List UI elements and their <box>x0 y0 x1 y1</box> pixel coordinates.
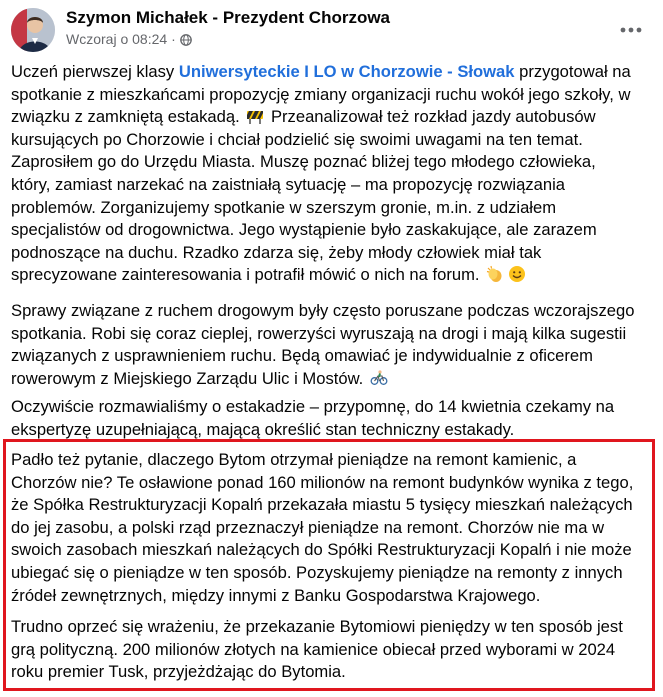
text-line <box>11 219 651 242</box>
text-segment: Trudno oprzeć się wrażeniu, że przekazanie Bytomiowi pieniędzy w ten sposób jest <box>11 617 623 636</box>
post-paragraph-1 <box>11 61 651 287</box>
text-segment: związanych z usprawnieniem ruchu. Będą omawiać je indywidualnie z oficerem <box>11 346 593 366</box>
text-line <box>11 197 651 220</box>
author-name[interactable]: Szymon Michałek - Prezydent Chorzowa <box>66 8 391 27</box>
text-line <box>11 264 651 287</box>
text-line <box>11 61 651 84</box>
post-header <box>0 0 663 60</box>
text-segment: spotkanie z mieszkańcami propozycję zmiany organizacji ruchu wokół jego szkoły, w <box>11 84 631 104</box>
text-line <box>11 151 651 174</box>
text-line <box>11 345 651 368</box>
text-line <box>11 449 651 472</box>
text-line <box>11 494 651 517</box>
text-segment: specjalistów od drogownictwa. Jego wystąpienie było zaskakujące, ale zarazem <box>11 220 597 240</box>
text-line <box>11 585 651 608</box>
text-segment: ekspertyzę uzupełniającą, mającą określić stan techniczny estakady. <box>11 419 515 439</box>
text-line <box>11 242 651 265</box>
text-line <box>11 396 651 419</box>
text-segment: grą polityczną. 200 milionów złotych na kamienice obiecał przed wyborami w 2024 <box>11 639 616 659</box>
text-segment: ubiegać się o pieniądze w ten sposób. Pozyskujemy pieniądze na remonty z innych <box>11 562 623 582</box>
post-meta <box>66 31 192 47</box>
text-segment: który, zamiast narzekać na zaistniałą sytuację – ma propozycję rozwiązania <box>11 174 565 194</box>
text-line <box>11 106 651 129</box>
text-line <box>11 368 651 391</box>
text-line <box>11 472 651 495</box>
text-segment: swoich zasobach mieszkań należących do Spółki Restrukturyzacji Kopalń i nie może <box>11 540 632 560</box>
text-segment: Zaprosiłem go do Urzędu Miasta. Muszę poznać bliżej tego młodego człowieka, <box>11 152 596 172</box>
text-segment: do jej zasobu, a polski rząd przeznaczył pieniądze na remont. Chorzów nie ma w <box>11 517 605 537</box>
text-segment: rowerowym z Miejskiego Zarządu Ulic i Mostów. <box>11 368 368 388</box>
more-options-icon[interactable] <box>613 12 649 48</box>
avatar[interactable] <box>11 8 55 52</box>
text-segment: źródeł zewnętrznych, między innymi z Banku Gospodarstwa Krajowego. <box>11 585 541 605</box>
text-segment: roku premier Tusk, przyjeżdżając do Bytomia. <box>11 662 346 682</box>
text-line <box>11 129 651 152</box>
post-time[interactable]: Wczoraj o 08:24 <box>66 31 168 47</box>
text-segment: podnoszące na duchu. Rzadko zdarza się, żeby młody człowiek miał tak <box>11 242 542 262</box>
text-line <box>11 539 651 562</box>
text-line <box>11 174 651 197</box>
page-mention-link[interactable]: Uniwersyteckie I LO w Chorzowie - Słowak <box>178 62 515 81</box>
text-line <box>11 84 651 107</box>
post-paragraph-5 <box>11 616 651 684</box>
text-line <box>11 616 651 639</box>
text-segment: problemów. Zorganizujemy spotkanie w szerszym gronie, m.in. z udziałem <box>11 197 557 217</box>
text-line <box>11 639 651 662</box>
text-line <box>11 323 651 346</box>
clap-icon <box>486 265 504 283</box>
text-segment: sprecyzowane zainteresowania i potrafił mówić o nich na forum. <box>11 265 485 285</box>
text-segment: kursujących po Chorzowie i chciał podzielić się swoimi uwagami na ten temat. <box>11 129 583 149</box>
text-segment: związku z zamkniętą estakadą. <box>11 107 245 127</box>
post-paragraph-2 <box>11 300 651 390</box>
post-paragraph-4 <box>11 449 651 607</box>
text-line <box>11 517 651 540</box>
text-segment: przygotował na <box>514 62 631 81</box>
text-line <box>11 562 651 585</box>
text-segment: że Spółka Restrukturyzacji Kopalń przekazała miastu 5 tysięcy mieszkań należących <box>11 495 633 515</box>
text-segment: Sprawy związane z ruchem drogowym były często poruszane podczas wczorajszego <box>11 301 635 320</box>
text-line <box>11 661 651 684</box>
construction-icon <box>246 107 264 125</box>
text-segment: Przeanalizował też rozkład jazdy autobusów <box>266 107 596 127</box>
text-line <box>11 300 651 323</box>
text-segment: Oczywiście rozmawialiśmy o estakadzie – przypomnę, do 14 kwietnia czekamy na <box>11 397 615 416</box>
text-line <box>11 419 651 442</box>
smile-icon <box>508 265 526 283</box>
post-paragraph-3 <box>11 396 651 441</box>
text-segment: Padło też pytanie, dlaczego Bytom otrzymał pieniądze na remont kamienic, a <box>11 450 577 469</box>
text-segment: Chorzów nie? Te osławione ponad 160 milionów na remont budynków wynika z tego, <box>11 472 634 492</box>
text-segment: Uczeń pierwszej klasy <box>11 62 179 81</box>
globe-icon[interactable] <box>180 33 192 45</box>
bicycle-icon <box>370 369 388 387</box>
text-segment: spotkania. Robi się coraz cieplej, rowerzyści wyruszają na drogi i mają kilka sugestii <box>11 323 627 343</box>
meta-separator: · <box>171 31 176 47</box>
